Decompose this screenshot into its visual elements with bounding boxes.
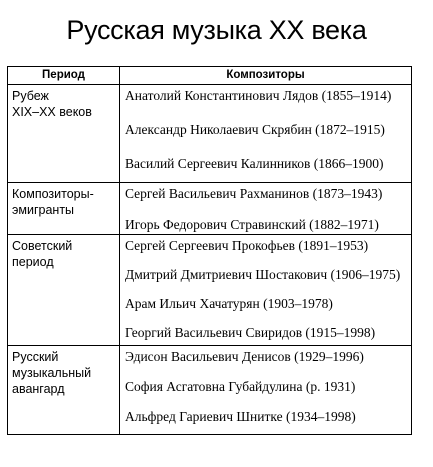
- period-label: Советский период: [12, 239, 73, 269]
- composer-entry: Сергей Васильевич Рахманинов (1873–1943): [125, 186, 383, 201]
- table-row: [8, 346, 412, 435]
- composers-cell: [120, 183, 412, 235]
- table-header-row: [8, 67, 412, 85]
- composer-entry: Эдисон Васильевич Денисов (1929–1996): [125, 349, 364, 364]
- period-label: Русский музыкальный авангард: [12, 350, 92, 396]
- period-cell: [8, 183, 120, 235]
- composer-entry: Василий Сергеевич Калинников (1866–1900): [125, 156, 384, 171]
- page-title: Русская музыка XX века: [66, 15, 367, 45]
- period-cell: [8, 346, 120, 435]
- composer-entry: Дмитрий Дмитриевич Шостакович (1906–1975): [125, 267, 401, 282]
- composer-entry: София Асгатовна Губайдулина (р. 1931): [125, 379, 356, 394]
- composer-entry: Альфред Гариевич Шнитке (1934–1998): [125, 409, 356, 424]
- composers-table: [7, 66, 412, 435]
- composers-cell: [120, 346, 412, 435]
- composer-entry: Георгий Васильевич Свиридов (1915–1998): [125, 325, 376, 340]
- header-period: Период: [8, 67, 120, 85]
- table-row: [8, 183, 412, 235]
- composer-entry: Арам Ильич Хачатурян (1903–1978): [125, 296, 333, 311]
- period-cell: [8, 235, 120, 346]
- composers-cell: [120, 235, 412, 346]
- composer-entry: Александр Николаевич Скрябин (1872–1915): [125, 122, 385, 137]
- composer-entry: Анатолий Константинович Лядов (1855–1914): [125, 88, 392, 103]
- table-row: [8, 85, 412, 183]
- header-composers: Композиторы: [120, 67, 412, 85]
- composer-entry: Игорь Федорович Стравинский (1882–1971): [125, 217, 379, 232]
- composers-cell: [120, 85, 412, 183]
- table-row: [8, 235, 412, 346]
- composer-entry: Сергей Сергеевич Прокофьев (1891–1953): [125, 238, 369, 253]
- period-cell: [8, 85, 120, 183]
- period-label: Рубеж XIX–XX веков: [12, 89, 92, 119]
- period-label: Композиторы- эмигранты: [12, 187, 94, 217]
